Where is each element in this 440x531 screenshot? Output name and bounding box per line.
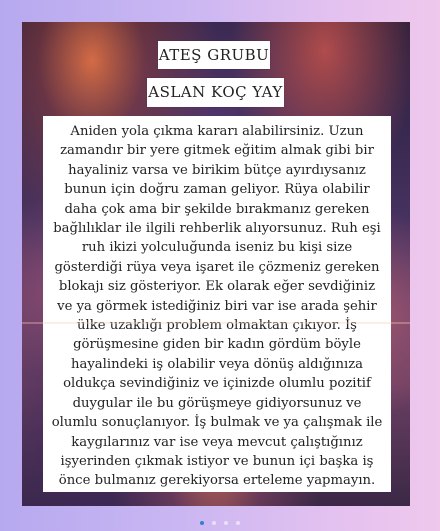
title-label-signs: ASLAN KOÇ YAY — [147, 78, 284, 107]
carousel-dot-3[interactable] — [224, 521, 228, 525]
post-image — [22, 22, 410, 506]
carousel-dot-2[interactable] — [212, 521, 216, 525]
title-label-fire-group: ATEŞ GRUBU — [158, 41, 270, 69]
carousel-dot-4[interactable] — [236, 521, 240, 525]
carousel-dot-1[interactable] — [200, 521, 204, 525]
text-card — [43, 116, 391, 492]
carousel-dots[interactable] — [0, 512, 440, 520]
body-text: Aniden yola çıkma kararı alabilirsiniz. Uzun zamandır bir yere gitmek eğitim almak gibi bir hayaliniz varsa ve birikim bütçe ayırdıysanız bunun için doğru zaman geliyor. Rüya olabilir daha çok ama bir şekilde bırakmanız gereken bağlılıklar ile ilgili rehberlik alıyorsunuz. Ruh eşi ruh ikizi yolculuğunda iseniz bu kişi size gösterdiği rüya veya işaret ile çözmeniz gereken blokajı siz gösteriyor. Ek olarak eğer sevdiğiniz ve ya görmek istediğiniz biri var ise arada şehir ülke uzaklığı problem olmaktan çıkıyor. İş görüşmesine giden bir kadın gördüm böyle hayalindeki iş olabilir veya dönüş aldığınıza oldukça sevindiğiniz ve içinizde olumlu pozitif duygular ile bu görüşmeye gidiyorsunuz ve olumlu sonuçlanıyor. İş bulmak ve ya çalışmak ile kaygılarınız var ise veya mevcut çalıştığınız işyerinden çıkmak istiyor ve bunun içi başka iş önce bulmanız gerekiyorsa erteleme yapmayın. — [51, 124, 383, 489]
